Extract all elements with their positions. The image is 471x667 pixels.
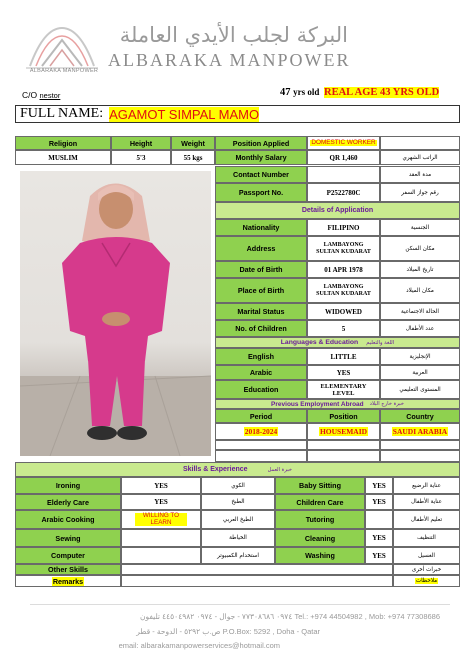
details-header xyxy=(215,202,460,219)
other-skills-label: Other Skills xyxy=(15,564,121,575)
other-skills-value xyxy=(121,564,393,575)
weight-value: 55 kgs xyxy=(171,150,215,165)
skill-washing-arabic: الغسيل xyxy=(393,547,460,564)
skill-ironing-arabic: الكوي xyxy=(201,477,275,494)
period-header: Period xyxy=(215,409,307,423)
skill-computer-value xyxy=(121,547,201,564)
monthly-salary-value: QR 1,460 xyxy=(307,150,380,165)
place-of-birth-value: LAMBAYONG SULTAN KUDARAT xyxy=(307,278,380,303)
date-of-birth-arabic: تاريخ الميلاد xyxy=(380,261,460,278)
footer-address: ص.ب ٥٢٩٢ - الدوحة - قطر P.O.Box: 5292 , Doha - Qatar xyxy=(136,627,320,636)
skill-tutoring-label: Tutoring xyxy=(275,510,365,529)
nationality-label: Nationality xyxy=(215,219,307,236)
skill-sewing-arabic: الخياطة xyxy=(201,529,275,547)
skill-tutoring-arabic: تعليم الأطفال xyxy=(393,510,460,529)
skill-baby-sitting-label: Baby Sitting xyxy=(275,477,365,494)
remarks-label: Remarks xyxy=(15,575,121,587)
details-title: Details of Application xyxy=(301,207,374,214)
skill-cleaning-label: Cleaning xyxy=(275,529,365,547)
skill-arabic-cooking-arabic: الطبخ العربي xyxy=(201,510,275,529)
education-value: ELEMENTARY LEVEL xyxy=(307,380,380,399)
languages-title-arabic: اللغة والتعليم xyxy=(366,339,395,346)
employment-title: Previous Employment Abroad xyxy=(271,400,364,408)
skill-washing-label: Washing xyxy=(275,547,365,564)
address-label: Address xyxy=(215,236,307,261)
skill-cleaning-arabic: التنظيف xyxy=(393,529,460,547)
skill-sewing-label: Sewing xyxy=(15,529,121,547)
full-name-box xyxy=(15,105,460,123)
languages-title: Languages & Education xyxy=(280,339,359,346)
passport-no-value: P2522780C xyxy=(307,183,380,202)
skill-tutoring-value xyxy=(365,510,393,529)
skill-arabic-cooking-label: Arabic Cooking xyxy=(15,510,121,529)
religion-value: MUSLIM xyxy=(15,150,111,165)
skills-title: Skills & Experience xyxy=(182,466,248,473)
children-arabic: عدد الأطفال xyxy=(380,320,460,337)
care-of xyxy=(22,90,60,100)
height-value: 5'3 xyxy=(111,150,171,165)
skill-elderly-care-label: Elderly Care xyxy=(15,494,121,510)
arabic-arabic: العربية xyxy=(380,365,460,380)
skill-computer-arabic: استخدام الكمبيوتر xyxy=(201,547,275,564)
remarks-arabic: ملاحظات xyxy=(393,575,460,587)
skill-baby-sitting-arabic: عناية الرضيع xyxy=(393,477,460,494)
employment-period: 2018-2024 xyxy=(215,423,307,440)
company-name-english: ALBARAKA MANPOWER xyxy=(108,50,351,70)
skills-header xyxy=(15,462,460,477)
care-of-value: nestor xyxy=(39,91,61,100)
monthly-salary-arabic: الراتب الشهري xyxy=(380,150,460,165)
religion-header: Religion xyxy=(15,136,111,150)
place-of-birth-arabic: مكان الميلاد xyxy=(380,278,460,303)
logo-caption: ALBARAKA MANPOWER xyxy=(29,68,99,74)
footer-email[interactable]: email: albarakamanpowerservices@hotmail.com xyxy=(118,641,280,650)
skill-ironing-label: Ironing xyxy=(15,477,121,494)
position-applied-label: Position Applied xyxy=(215,136,307,150)
english-arabic: الإنجليزية xyxy=(380,348,460,365)
nationality-arabic: الجنسية xyxy=(380,219,460,236)
age-value: 47 xyxy=(280,87,291,98)
employment-position: HOUSEMAID xyxy=(307,423,380,440)
arabic-label: Arabic xyxy=(215,365,307,380)
skill-children-care-value: YES xyxy=(365,494,393,510)
footer-phone: ٠٩٧٤ ٧٧٣٠٨٦٨٦ - جوال - ٠٩٧٤ ٤٤٥٠٤٩٨٢ تليفون Tel.: +974 44504982 , Mob: +974 77308686 xyxy=(140,612,440,621)
skill-cleaning-value: YES xyxy=(365,529,393,547)
employment-country: SAUDI ARABIA xyxy=(380,423,460,440)
full-name-label: FULL NAME: xyxy=(20,106,104,121)
date-of-birth-label: Date of Birth xyxy=(215,261,307,278)
other-skills-arabic: خبرات أخرى xyxy=(393,564,460,575)
skill-ironing-value: YES xyxy=(121,477,201,494)
children-value: 5 xyxy=(307,320,380,337)
languages-header xyxy=(215,337,460,348)
skill-sewing-value xyxy=(121,529,201,547)
employment-empty-4 xyxy=(215,450,307,462)
employment-empty-1 xyxy=(215,440,307,450)
children-label: No. of Children xyxy=(215,320,307,337)
contact-number-value xyxy=(307,166,380,183)
skill-elderly-care-arabic: الطبخ xyxy=(201,494,275,510)
remarks-value xyxy=(121,575,393,587)
passport-no-label: Passport No. xyxy=(215,183,307,202)
marital-status-arabic: الحالة الاجتماعية xyxy=(380,303,460,320)
english-value: LITTLE xyxy=(307,348,380,365)
age-suffix: yrs old xyxy=(293,87,320,97)
weight-header: Weight xyxy=(171,136,215,150)
employment-empty-3 xyxy=(380,440,460,450)
employment-header xyxy=(215,399,460,409)
contact-number-arabic: مدة العقد xyxy=(380,166,460,183)
real-age: REAL AGE 43 YRS OLD xyxy=(324,87,440,98)
skill-computer-label: Computer xyxy=(15,547,121,564)
address-arabic: مكان السكن xyxy=(380,236,460,261)
skill-children-care-label: Children Care xyxy=(275,494,365,510)
employment-empty-6 xyxy=(380,450,460,462)
skill-arabic-cooking-value: WILLING TO LEARN xyxy=(121,510,201,529)
full-name-value: AGAMOT SIMPAL MAMO xyxy=(109,106,260,122)
skill-baby-sitting-value: YES xyxy=(365,477,393,494)
date-of-birth-value: 01 APR 1978 xyxy=(307,261,380,278)
employment-empty-2 xyxy=(307,440,380,450)
education-label: Education xyxy=(215,380,307,399)
education-arabic: المستوى التعليمي xyxy=(380,380,460,399)
care-of-label: C/O xyxy=(22,90,38,100)
company-name-arabic: البركة لجلب الأيدي العاملة xyxy=(119,23,348,47)
candidate-photo xyxy=(20,171,211,456)
position-applied-extra xyxy=(380,136,460,150)
employment-title-arabic: خبرة خارج البلاد xyxy=(369,401,404,407)
english-label: English xyxy=(215,348,307,365)
skills-title-arabic: خبرة العمل xyxy=(267,466,293,473)
position-header: Position xyxy=(307,409,380,423)
skill-washing-value: YES xyxy=(365,547,393,564)
skill-children-care-arabic: عناية الأطفال xyxy=(393,494,460,510)
address-value: LAMBAYONG SULTAN KUDARAT xyxy=(307,236,380,261)
passport-no-arabic: رقم جواز السفر xyxy=(380,183,460,202)
skill-elderly-care-value: YES xyxy=(121,494,201,510)
marital-status-value: WIDOWED xyxy=(307,303,380,320)
arabic-value: YES xyxy=(307,365,380,380)
monthly-salary-label: Monthly Salary xyxy=(215,150,307,165)
height-header: Height xyxy=(111,136,171,150)
place-of-birth-label: Place of Birth xyxy=(215,278,307,303)
position-applied-value: DOMESTIC WORKER xyxy=(307,136,380,150)
nationality-value: FILIPINO xyxy=(307,219,380,236)
age-line xyxy=(280,87,439,98)
contact-number-label: Contact Number xyxy=(215,166,307,183)
country-header: Country xyxy=(380,409,460,423)
employment-empty-5 xyxy=(307,450,380,462)
marital-status-label: Marital Status xyxy=(215,303,307,320)
footer-divider xyxy=(30,604,450,605)
